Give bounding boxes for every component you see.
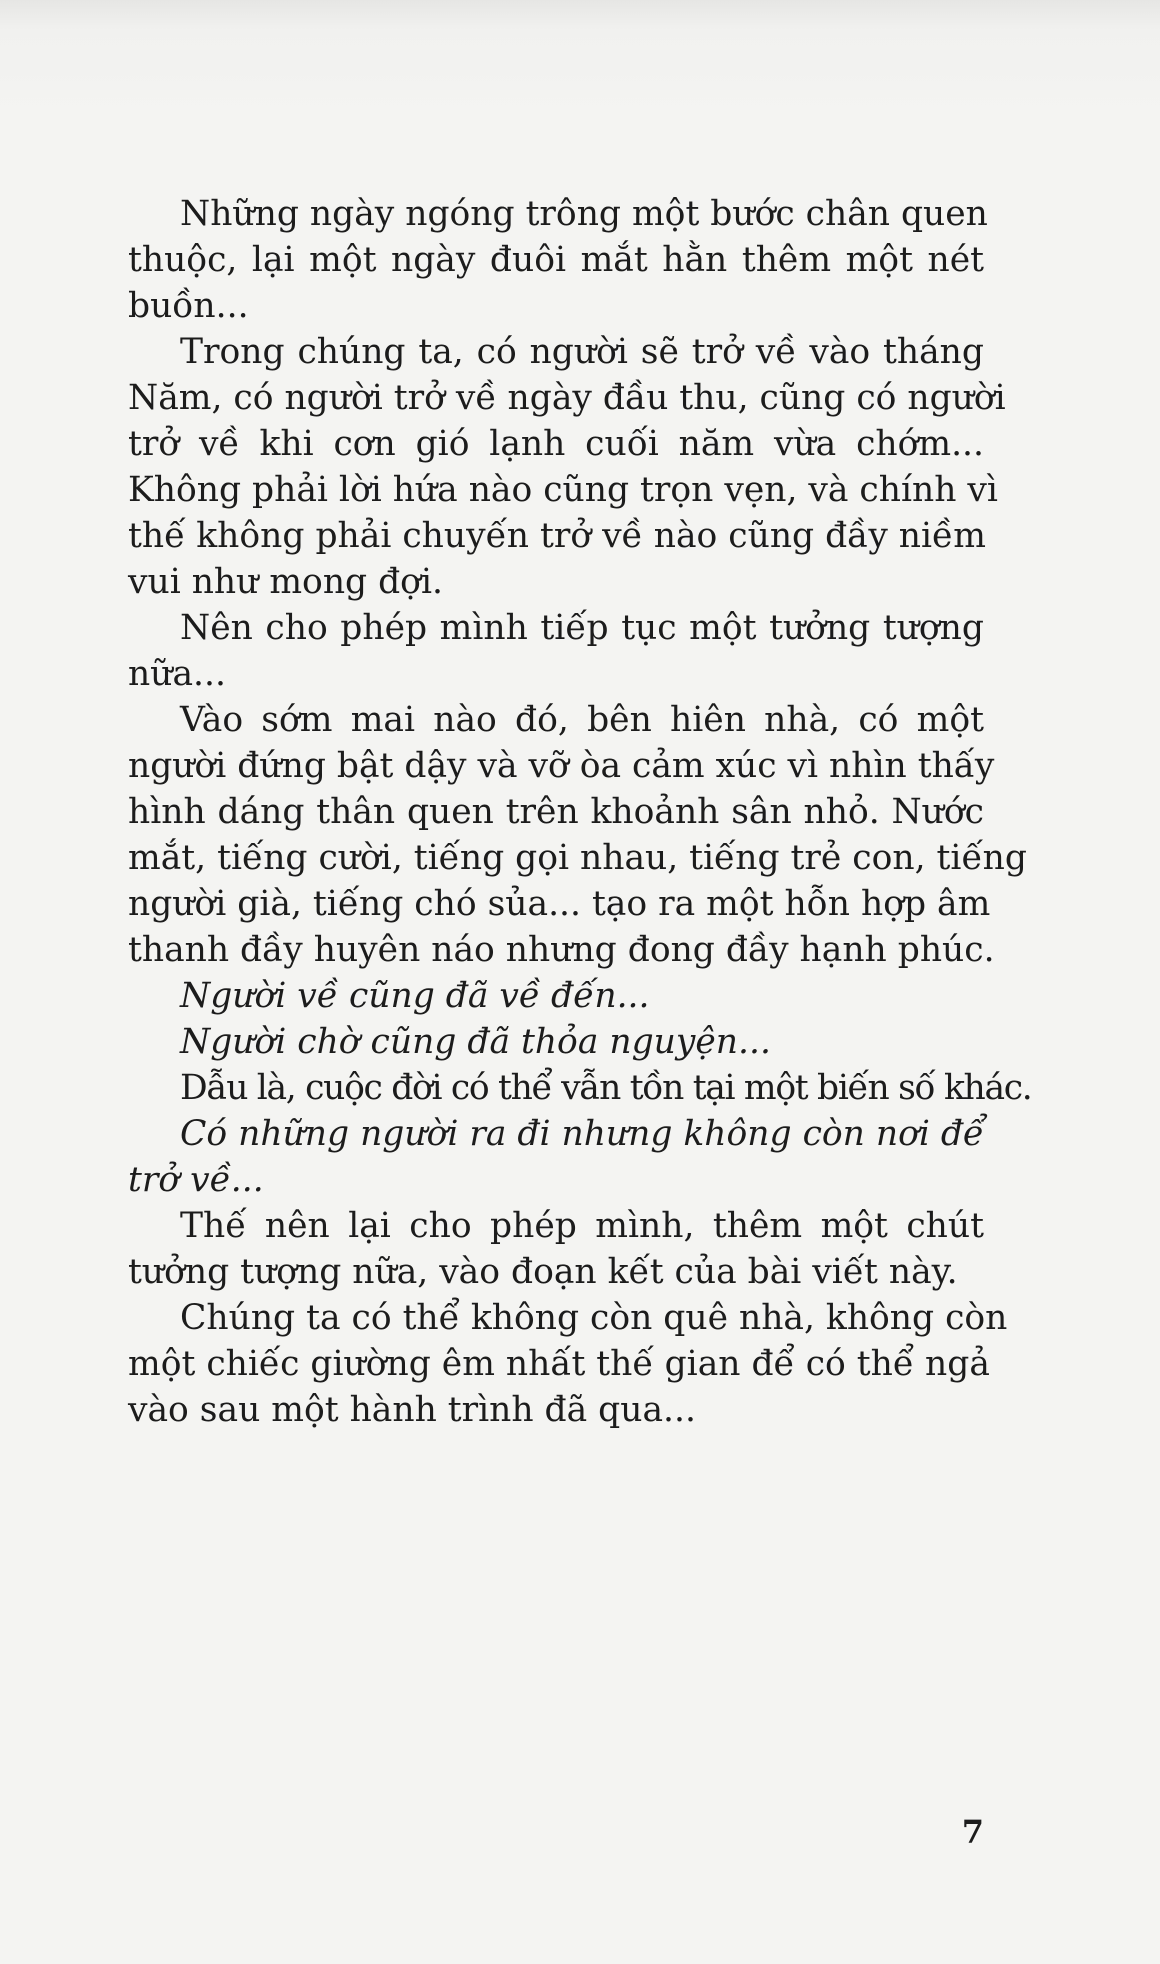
text-line: Không phải lời hứa nào cũng trọn vẹn, và chính vì [128,470,998,510]
italic-line: Có những người ra đi nhưng không còn nơi để [180,1114,985,1154]
text-line: Chúng ta có thể không còn quê nhà, không còn [180,1298,1008,1338]
text-line: vui như mong đợi. [128,562,443,602]
text-line: một chiếc giường êm nhất thế gian để có thể ngả [128,1344,990,1384]
text-line: Dẫu là, cuộc đời có thể vẫn tồn tại một biến số khác. [180,1068,1032,1108]
text-line: Nên cho phép mình tiếp tục một tưởng tượng [180,608,984,648]
text-line: Năm, có người trở về ngày đầu thu, cũng có người [128,378,1006,418]
text-line: vào sau một hành trình đã qua... [128,1390,696,1430]
text-line: tưởng tượng nữa, vào đoạn kết của bài viết này. [128,1252,958,1292]
text-line: Thế nên lại cho phép mình, thêm một chút [180,1206,984,1246]
text-line: người già, tiếng chó sủa... tạo ra một hỗn hợp âm [128,884,991,924]
text-line: mắt, tiếng cười, tiếng gọi nhau, tiếng trẻ con, tiếng [128,838,1027,878]
italic-line: Người chờ cũng đã thỏa nguyện... [180,1022,771,1062]
page-number: 7 [961,1813,984,1851]
text-line: hình dáng thân quen trên khoảnh sân nhỏ. Nước [128,792,984,832]
italic-line: trở về... [128,1160,264,1200]
text-line: Những ngày ngóng trông một bước chân quen [180,194,988,234]
text-line: Trong chúng ta, có người sẽ trở về vào tháng [180,332,984,372]
text-line: Vào sớm mai nào đó, bên hiên nhà, có một [180,700,984,740]
text-line: trở về khi cơn gió lạnh cuối năm vừa chớm... [128,424,984,464]
text-line: người đứng bật dậy và vỡ òa cảm xúc vì nhìn thấy [128,746,995,786]
italic-line: Người về cũng đã về đến... [180,976,650,1016]
text-line: thanh đầy huyên náo nhưng đong đầy hạnh phúc. [128,930,995,970]
text-line: nữa... [128,654,226,694]
text-line: thế không phải chuyến trở về nào cũng đầy niềm [128,516,986,556]
text-line: thuộc, lại một ngày đuôi mắt hằn thêm một nét [128,240,984,280]
text-line: buồn... [128,286,249,326]
